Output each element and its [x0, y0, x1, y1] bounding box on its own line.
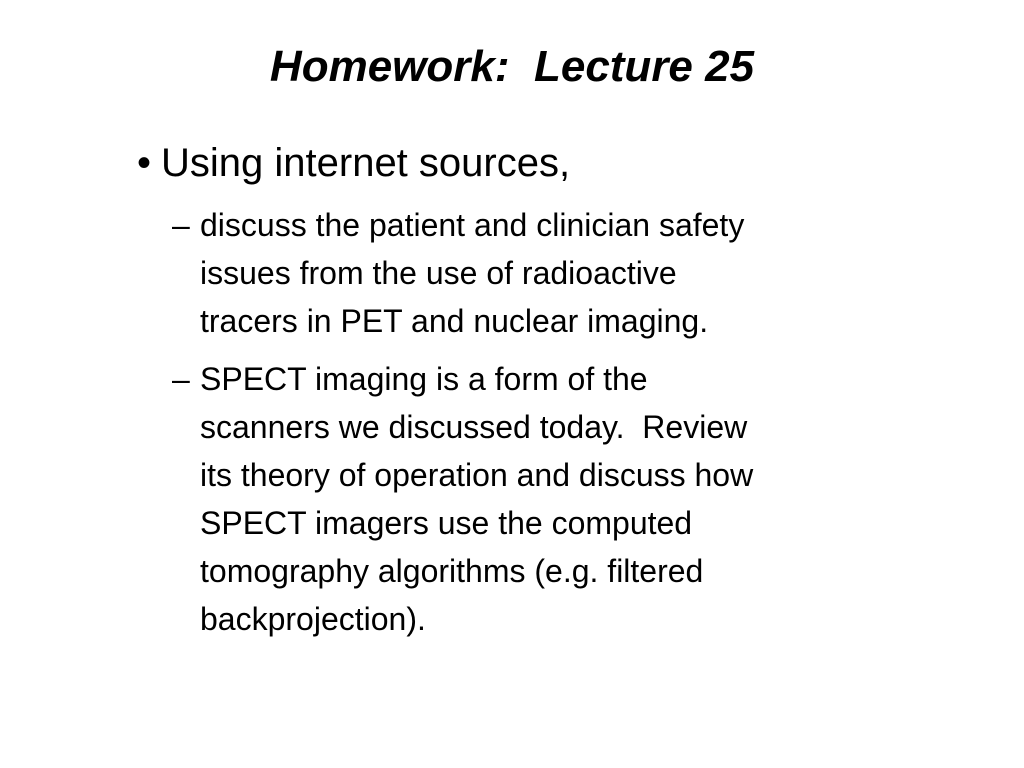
sub-bullet-spect — [172, 355, 753, 643]
dash-marker: – — [172, 361, 190, 397]
sub-bullet-safety — [172, 201, 744, 345]
sub-bullet-line: discuss the patient and clinician safety — [200, 207, 745, 243]
slide-title: Homework: Lecture 25 — [269, 42, 755, 91]
sub-bullet-line: SPECT imaging is a form of the — [200, 361, 648, 397]
sub-bullet-line: its theory of operation and discuss how — [200, 457, 754, 493]
sub-bullet-line: tracers in PET and nuclear imaging. — [200, 303, 709, 339]
dash-marker: – — [172, 207, 190, 243]
sub-bullet-line: backprojection). — [200, 601, 426, 637]
sub-bullet-line: scanners we discussed today. Review — [200, 409, 748, 445]
bullet-text: Using internet sources, — [161, 141, 571, 185]
bullet-item — [137, 135, 570, 191]
sub-bullet-line: SPECT imagers use the computed — [200, 505, 693, 541]
sub-bullet-line: issues from the use of radioactive — [200, 255, 677, 291]
sub-bullet-line: tomography algorithms (e.g. filtered — [200, 553, 704, 589]
bullet-marker: • — [137, 141, 152, 185]
